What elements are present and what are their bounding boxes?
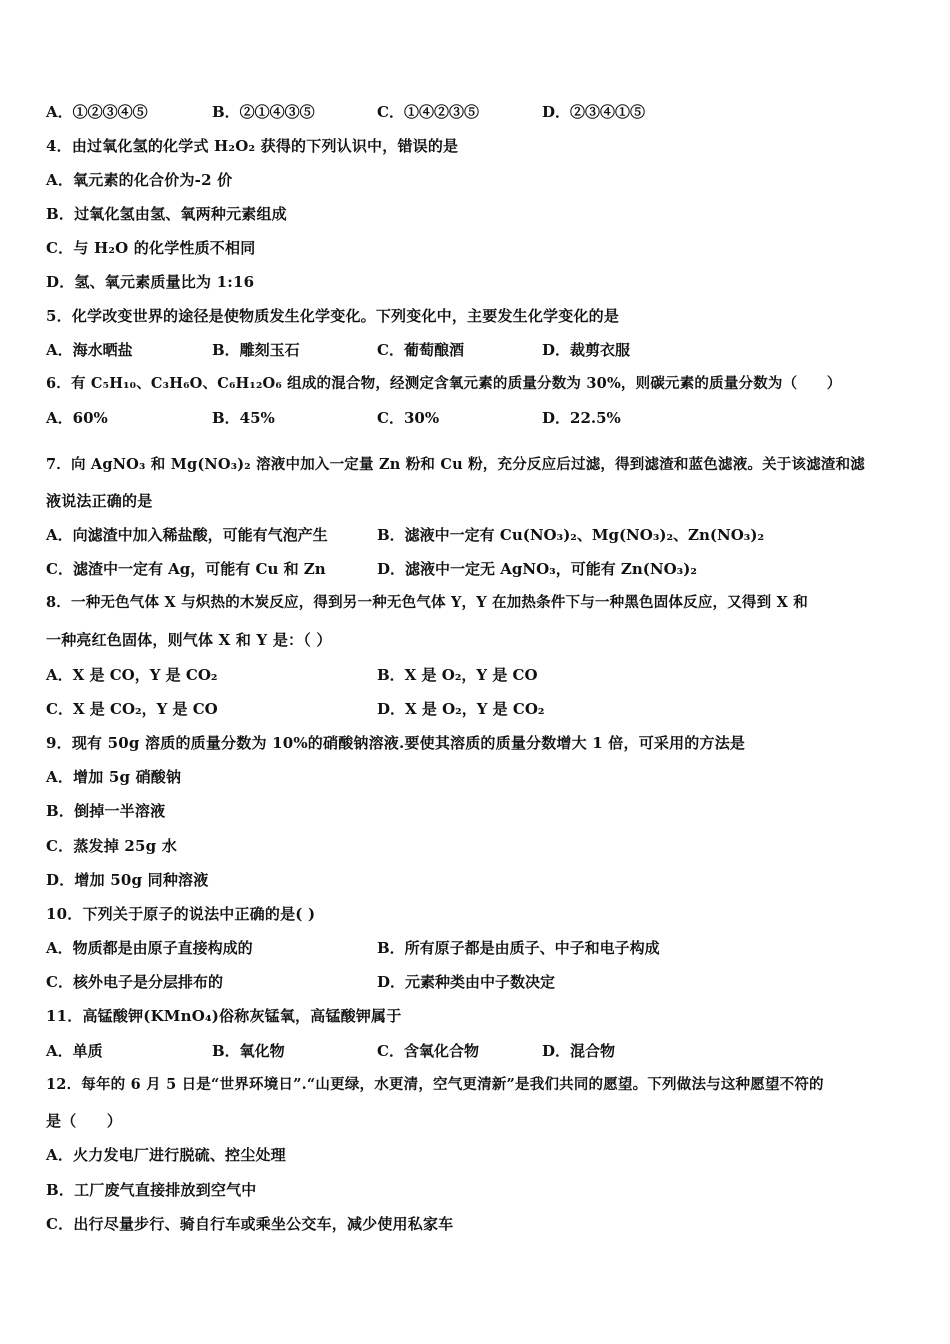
q5-option-a: A．海水晒盐 — [46, 341, 133, 359]
q6-option-d: D．22.5% — [542, 409, 621, 427]
q7-option-b: B．滤液中一定有 Cu(NO₃)₂、Mg(NO₃)₂、Zn(NO₃)₂ — [377, 526, 765, 544]
q4-option-c: C．与 H₂O 的化学性质不相同 — [46, 239, 256, 257]
q9-option-c: C．蒸发掉 25g 水 — [46, 837, 177, 855]
q4-stem: 4．由过氧化氢的化学式 H₂O₂ 获得的下列认识中，错误的是 — [46, 137, 459, 155]
q10-stem: 10．下列关于原子的说法中正确的是( ) — [46, 905, 316, 923]
q5-option-c: C．葡萄酿酒 — [377, 341, 464, 359]
q8-option-b: B．X 是 O₂，Y 是 CO — [377, 666, 538, 684]
q7-option-c: C．滤渣中一定有 Ag，可能有 Cu 和 Zn — [46, 560, 326, 578]
q6-option-a: A．60% — [46, 409, 108, 427]
q7-stem-line2: 液说法正确的是 — [46, 492, 153, 510]
q10-option-c: C．核外电子是分层排布的 — [46, 973, 223, 991]
q10-option-d: D．元素种类由中子数决定 — [377, 973, 556, 991]
q9-option-b: B．倒掉一半溶液 — [46, 802, 166, 820]
q12-option-b: B．工厂废气直接排放到空气中 — [46, 1181, 257, 1199]
q12-option-c: C．出行尽量步行、骑自行车或乘坐公交车，减少使用私家车 — [46, 1215, 454, 1233]
prev-option-b: B．②①④③⑤ — [212, 103, 315, 121]
q8-option-a: A．X 是 CO，Y 是 CO₂ — [46, 666, 218, 684]
q11-option-a: A．单质 — [46, 1042, 103, 1060]
q4-option-d: D．氢、氧元素质量比为 1:16 — [46, 273, 255, 291]
q6-option-b: B．45% — [212, 409, 275, 427]
q6-option-c: C．30% — [377, 409, 440, 427]
q10-option-b: B．所有原子都是由质子、中子和电子构成 — [377, 939, 660, 957]
prev-option-a: A．①②③④⑤ — [46, 103, 148, 121]
q12-option-a: A．火力发电厂进行脱硫、控尘处理 — [46, 1146, 286, 1164]
q11-option-b: B．氧化物 — [212, 1042, 285, 1060]
q12-stem-line1: 12．每年的 6 月 5 日是“世界环境日”.“山更绿，水更清，空气更清新”是我们共同的愿望。下列做法与这种愿望不符的 — [46, 1076, 824, 1093]
q4-option-b: B．过氧化氢由氢、氧两种元素组成 — [46, 205, 287, 223]
q8-stem-line1: 8．一种无色气体 X 与炽热的木炭反应，得到另一种无色气体 Y，Y 在加热条件下与一种黑色固体反应，又得到 X 和 — [46, 594, 808, 611]
prev-option-d: D．②③④①⑤ — [542, 103, 646, 121]
q5-option-b: B．雕刻玉石 — [212, 341, 300, 359]
q11-option-d: D．混合物 — [542, 1042, 616, 1060]
q4-option-a: A．氧元素的化合价为-2 价 — [46, 171, 233, 189]
q9-option-d: D．增加 50g 同种溶液 — [46, 871, 209, 889]
q9-option-a: A．增加 5g 硝酸钠 — [46, 768, 182, 786]
prev-option-c: C．①④②③⑤ — [377, 103, 479, 121]
q8-stem-line2: 一种亮红色固体，则气体 X 和 Y 是：（ ） — [46, 631, 332, 649]
q5-option-d: D．裁剪衣服 — [542, 341, 631, 359]
q8-option-d: D．X 是 O₂，Y 是 CO₂ — [377, 700, 545, 718]
q11-stem: 11．高锰酸钾(KMnO₄)俗称灰锰氧，高锰酸钾属于 — [46, 1007, 402, 1025]
q7-stem-line1: 7．向 AgNO₃ 和 Mg(NO₃)₂ 溶液中加入一定量 Zn 粉和 Cu 粉，充分反应后过滤，得到滤渣和蓝色滤液。关于该滤渣和滤 — [46, 456, 866, 473]
q7-option-d: D．滤液中一定无 AgNO₃，可能有 Zn(NO₃)₂ — [377, 560, 697, 578]
q11-option-c: C．含氧化合物 — [377, 1042, 479, 1060]
q12-stem-line2: 是（ ） — [46, 1112, 123, 1130]
q8-option-c: C．X 是 CO₂，Y 是 CO — [46, 700, 218, 718]
q10-option-a: A．物质都是由原子直接构成的 — [46, 939, 253, 957]
q7-option-a: A．向滤渣中加入稀盐酸，可能有气泡产生 — [46, 526, 328, 544]
q6-stem: 6．有 C₅H₁₀、C₃H₆O、C₆H₁₂O₆ 组成的混合物，经测定含氧元素的质量分数为 30%，则碳元素的质量分数为（ ） — [46, 375, 842, 392]
q5-stem: 5．化学改变世界的途径是使物质发生化学变化。下列变化中，主要发生化学变化的是 — [46, 307, 620, 325]
q9-stem: 9．现有 50g 溶质的质量分数为 10%的硝酸钠溶液.要使其溶质的质量分数增大 1 倍，可采用的方法是 — [46, 734, 746, 752]
